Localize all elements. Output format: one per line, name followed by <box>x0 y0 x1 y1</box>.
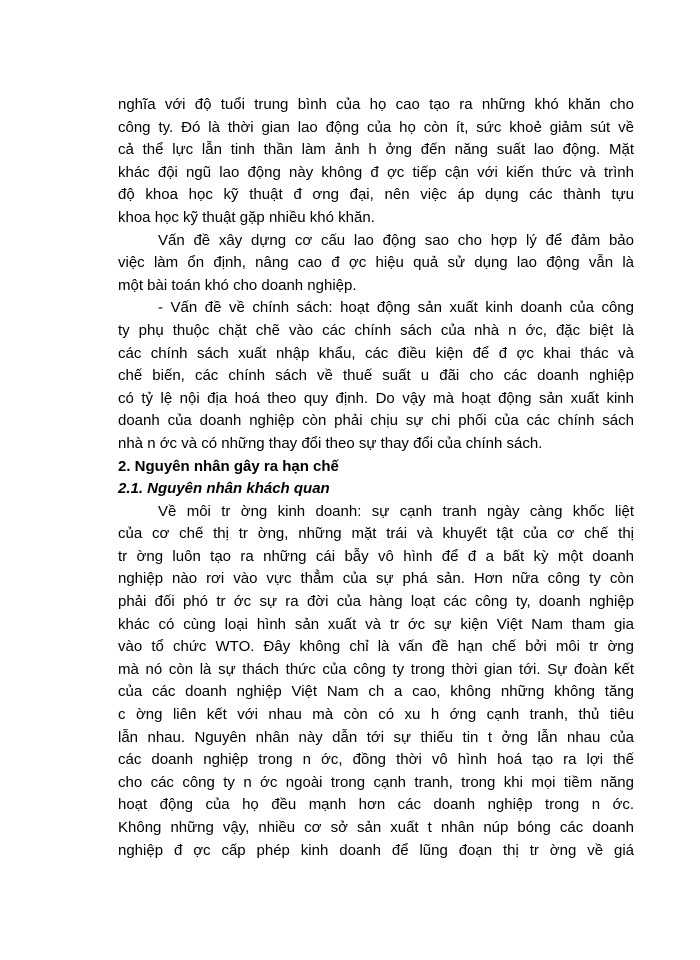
text-line: hoạt động của họ đều mạnh hơn các doanh nghiệp trong n ớc. <box>118 796 634 814</box>
text-line: độ khoa học kỹ thuật đ ơng đại, nên việc áp dụng các thành tựu <box>118 186 634 204</box>
text-line: nghiệp đ ợc cấp phép kinh doanh để lũng đoạn thị tr ờng về giá <box>118 841 634 859</box>
paragraph-labor-structure <box>118 230 634 298</box>
text-line: của cơ chế thị tr ờng, những mặt trái và khuyết tật của cơ chế thị <box>118 525 634 543</box>
text-line: Vấn đề xây dựng cơ cấu lao động sao cho hợp lý để đảm bảo <box>158 231 634 249</box>
text-line: c ờng liên kết với nhau mà còn có xu h ớng cạnh tranh, thủ tiêu <box>118 706 634 724</box>
paragraph-policy <box>118 297 634 455</box>
text-line: nghĩa với độ tuổi trung bình của họ cao tạo ra những khó khăn cho <box>118 96 634 113</box>
text-line: chế biến, các chính sách về thuế suất u đãi cho các doanh nghiệp <box>118 367 634 385</box>
paragraph-business-environment <box>118 501 634 863</box>
text-line: - Vấn đề về chính sách: hoạt động sản xuất kinh doanh của công <box>158 299 634 317</box>
document-page <box>118 94 634 862</box>
text-line: Về môi tr ờng kinh doanh: sự cạnh tranh ngày càng khốc liệt <box>158 502 634 520</box>
text-line: tr ờng luôn tạo ra những cái bẫy vô hình để đ a bất kỳ một doanh <box>118 547 634 565</box>
text-line: của các doanh nghiệp Việt Nam ch a cao, không những không tăng <box>118 683 634 701</box>
text-line: các chính sách xuất nhập khẩu, các điều kiện để đ ợc khai thác và <box>118 344 634 362</box>
text-line: khác có cùng loại hình sản xuất và tr ớc sự kiện Việt Nam tham gia <box>118 615 634 633</box>
text-line: ty phụ thuộc chặt chẽ vào các chính sách của nhà n ớc, đặc biệt là <box>118 321 634 339</box>
text-line: lẫn nhau. Nguyên nhân này dẫn tới sự thiếu tin t ởng lẫn nhau của <box>118 728 634 746</box>
text-line: mà nó còn là sự thách thức của công ty trong thời gian tới. Sự đoàn kết <box>118 660 634 678</box>
text-line: các doanh nghiệp trong n ớc, đồng thời vô hình hoá tạo ra lợi thế <box>118 751 634 769</box>
text-line: cho các công ty n ớc ngoài trong cạnh tranh, trong khi mọi tiềm năng <box>118 773 634 791</box>
subsection-heading: 2.1. Nguyên nhân khách quan <box>118 480 330 498</box>
text-line: Không những vậy, nhiều cơ sở sản xuất t nhân núp bóng các doanh <box>118 819 634 836</box>
paragraph-labor-age <box>118 94 634 230</box>
text-line: có tỷ lệ nội địa hoá theo quy định. Do vậy mà hoạt động sản xuất kinh <box>118 389 634 407</box>
text-line: doanh của doanh nghiệp còn phải chịu sự chi phối của các chính sách <box>118 412 634 430</box>
text-line: vào tổ chức WTO. Đây không chỉ là vấn đề hạn chế bởi môi tr ờng <box>118 638 634 656</box>
text-line: khác đội ngũ lao động này không đ ợc tiếp cận với kiến thức và trình <box>118 163 634 181</box>
text-line: công ty. Đó là thời gian lao động của họ còn ít, sức khoẻ giảm sút về <box>118 118 634 136</box>
text-line: cả thể lực lẫn tinh thần làm ảnh h ởng đến năng suất lao động. Mặt <box>118 141 634 159</box>
text-line: khoa học kỹ thuật gặp nhiều khó khăn. <box>118 208 375 226</box>
text-line: nhà n ớc và có những thay đổi theo sự thay đổi của chính sách. <box>118 434 543 452</box>
text-line: phải đối phó tr ớc sự ra đời của hàng loạt các công ty, doanh nghiệp <box>118 593 634 611</box>
text-line: nghiệp nào rơi vào vực thẳm của sự phá sản. Hơn nữa công ty còn <box>118 570 634 588</box>
text-line: một bài toán khó cho doanh nghiệp. <box>118 276 357 294</box>
text-line: việc làm ổn định, nâng cao đ ợc hiệu quả sử dụng lao động vẫn là <box>118 254 634 272</box>
section-heading: 2. Nguyên nhân gây ra hạn chế <box>118 457 339 475</box>
